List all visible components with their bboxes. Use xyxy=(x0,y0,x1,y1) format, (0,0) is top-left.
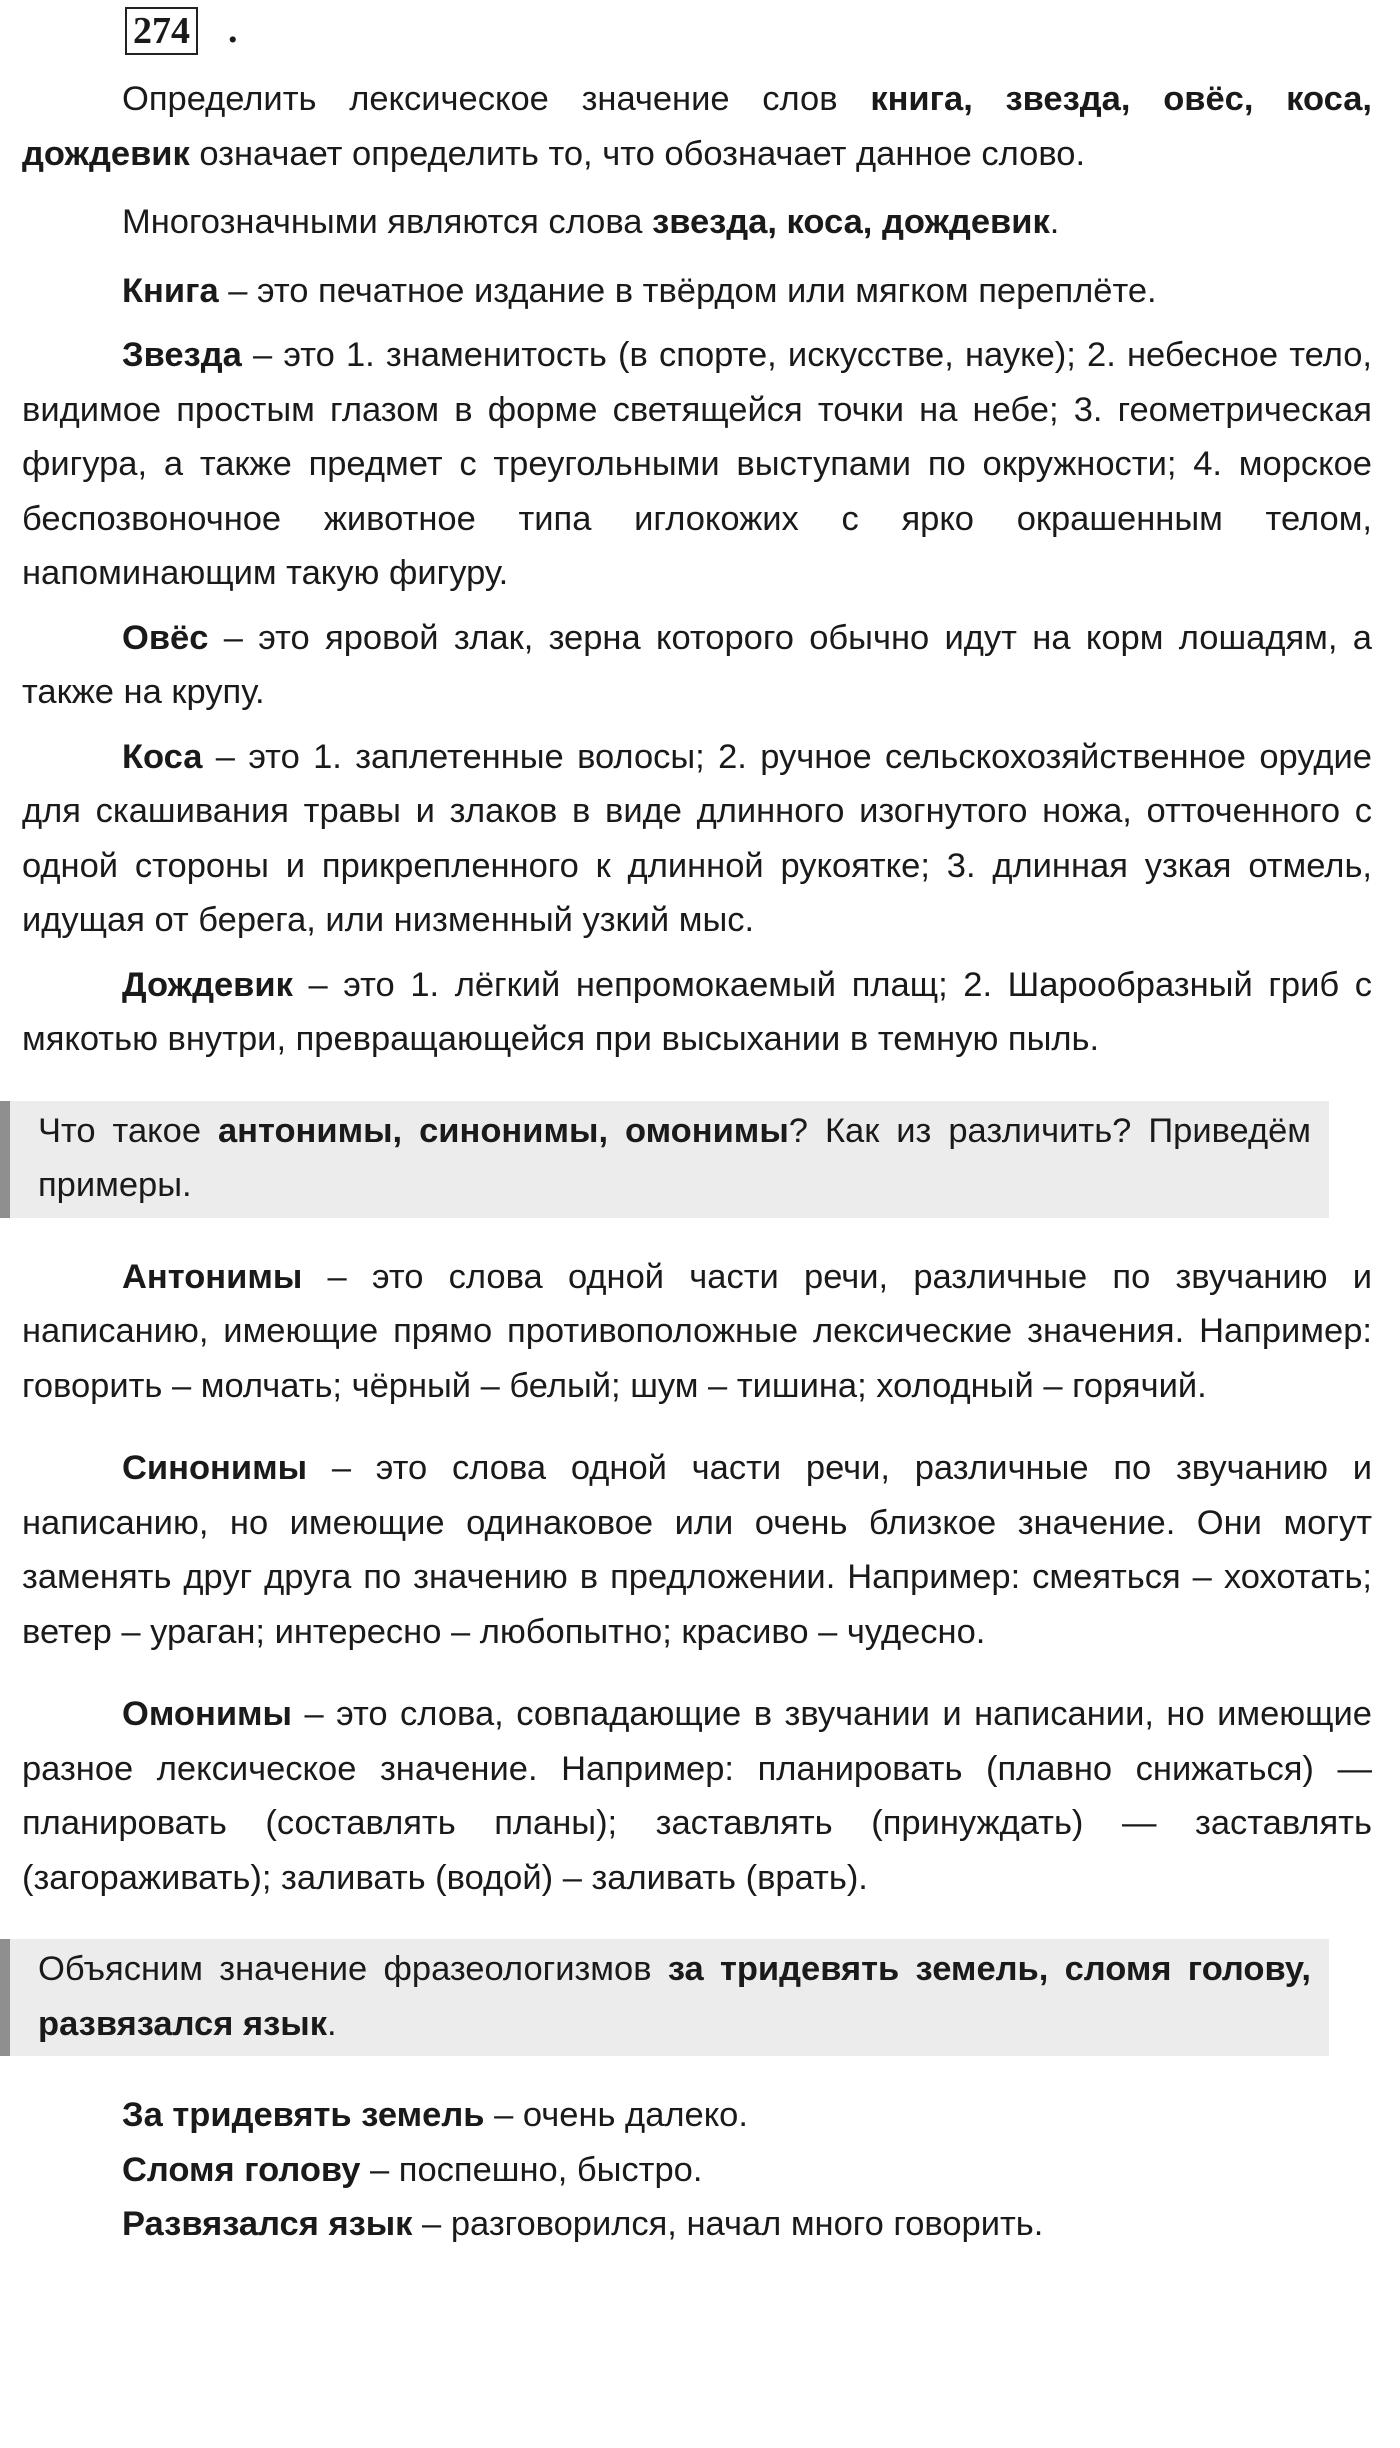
definition-oves xyxy=(22,611,1372,720)
callout-text-end: ? Как из различить? Приведём примеры. xyxy=(38,1111,1311,1204)
callout-text xyxy=(38,1104,1311,1213)
intro-paragraph xyxy=(22,72,1372,181)
idiom-term: За тридевять земель xyxy=(122,2096,485,2134)
intro-words: книга, звезда, овёс, коса, дождевик xyxy=(22,80,1372,173)
polysemous-words: звезда, коса, дождевик xyxy=(652,203,1050,241)
definition-text: – это 1. знаменитость (в спорте, искусстве, науке); 2. небесное тело, видимое простым глазом в форме светящейся точки на небе; 3. геометрическая фигура, а также предмет с треугольными выступами по окружности; 4. морское беспозвоночное животное типа иглокожих с ярко окрашенным телом, напоминающим такую фигуру. xyxy=(22,336,1372,592)
antonyms-paragraph xyxy=(22,1250,1372,1414)
definition-kosa xyxy=(22,730,1372,948)
idiom-meaning: – очень далеко. xyxy=(484,2096,748,2134)
callout-text-end: . xyxy=(326,2004,337,2043)
term: Книга xyxy=(122,271,219,310)
definition-text: – это слова одной части речи, различные по звучанию и написанию, имеющие прямо противоположные лексические значения. Например: говорить – молчать; чёрный – белый; шум – тишина; холодный – горячий. xyxy=(22,1257,1372,1405)
definition-dozhdevik xyxy=(22,958,1372,1067)
term: Дождевик xyxy=(122,965,293,1004)
term: Антонимы xyxy=(122,1257,303,1296)
polysemous-text-end: . xyxy=(1049,203,1060,241)
polysemous-paragraph xyxy=(22,195,1372,250)
homonyms-paragraph xyxy=(22,1687,1372,1905)
callout-idioms: за тридевять земель, сломя голову, развязался язык xyxy=(38,1950,1311,2043)
definition-text: – это 1. заплетенные волосы; 2. ручное сельскохозяйственное орудие для скашивания травы и злаков в виде длинного изогнутого ножа, отточенного с одной стороны и прикрепленного к длинной рукоятке; 3. длинная узкая отмель, идущая от берега, или низменный узкий мыс. xyxy=(22,737,1372,939)
definition-kniga xyxy=(22,264,1372,319)
callout-terms: антонимы, синонимы, омонимы xyxy=(217,1111,789,1150)
exercise-number-dot: . xyxy=(228,9,238,51)
callout-text-start: Объясним значение фразеологизмов xyxy=(38,1950,668,1988)
question-callout xyxy=(0,1101,1329,1218)
definition-text: – это яровой злак, зерна которого обычно идут на корм лошадям, а также на крупу. xyxy=(22,618,1372,711)
definition-text: – это слова, совпадающие в звучании и написании, но имеющие разное лексическое значение. Например: планировать (плавно снижаться) — планировать (составлять планы); заставлять (принуждать) — заставлять (загораживать); заливать (водой) – заливать (врать). xyxy=(22,1695,1372,1897)
definition-text: – это слова одной части речи, различные по звучанию и написанию, но имеющие одинаковое или очень близкое значение. Они могут заменять друг друга по значению в предложении. Например: смеяться – хохотать; ветер – ураган; интересно – любопытно; красиво – чудесно. xyxy=(22,1449,1372,1651)
polysemous-text: Многозначными являются слова xyxy=(122,203,653,241)
idiom-item xyxy=(22,2197,1372,2252)
term: Звезда xyxy=(122,336,242,374)
idiom-term: Сломя голову xyxy=(122,2150,361,2189)
intro-text: Определить лексическое значение слов xyxy=(122,80,871,118)
idiom-meaning: – разговорился, начал много говорить. xyxy=(412,2205,1044,2243)
callout-text-start: Что такое xyxy=(38,1111,218,1150)
synonyms-paragraph xyxy=(22,1441,1372,1659)
exercise-number: 274 xyxy=(125,7,198,55)
term: Омонимы xyxy=(122,1695,293,1733)
idiom-item xyxy=(22,2143,1372,2198)
definition-zvezda xyxy=(22,328,1372,601)
idiom-item xyxy=(22,2088,1372,2143)
idioms-callout xyxy=(0,1939,1329,2056)
answer-content xyxy=(22,72,1372,2252)
definition-text: – это 1. лёгкий непромокаемый плащ; 2. Шарообразный гриб с мякотью внутри, превращающейся при высыхании в темную пыль. xyxy=(22,965,1372,1058)
callout-text xyxy=(38,1942,1311,2051)
idiom-meaning: – поспешно, быстро. xyxy=(360,2150,703,2189)
definition-text: – это печатное издание в твёрдом или мягком переплёте. xyxy=(218,271,1157,310)
idiom-term: Развязался язык xyxy=(122,2205,413,2243)
term: Овёс xyxy=(122,618,209,657)
term: Коса xyxy=(122,737,203,776)
term: Синонимы xyxy=(122,1449,308,1487)
intro-text-end: означает определить то, что обозначает данное слово. xyxy=(189,134,1086,173)
